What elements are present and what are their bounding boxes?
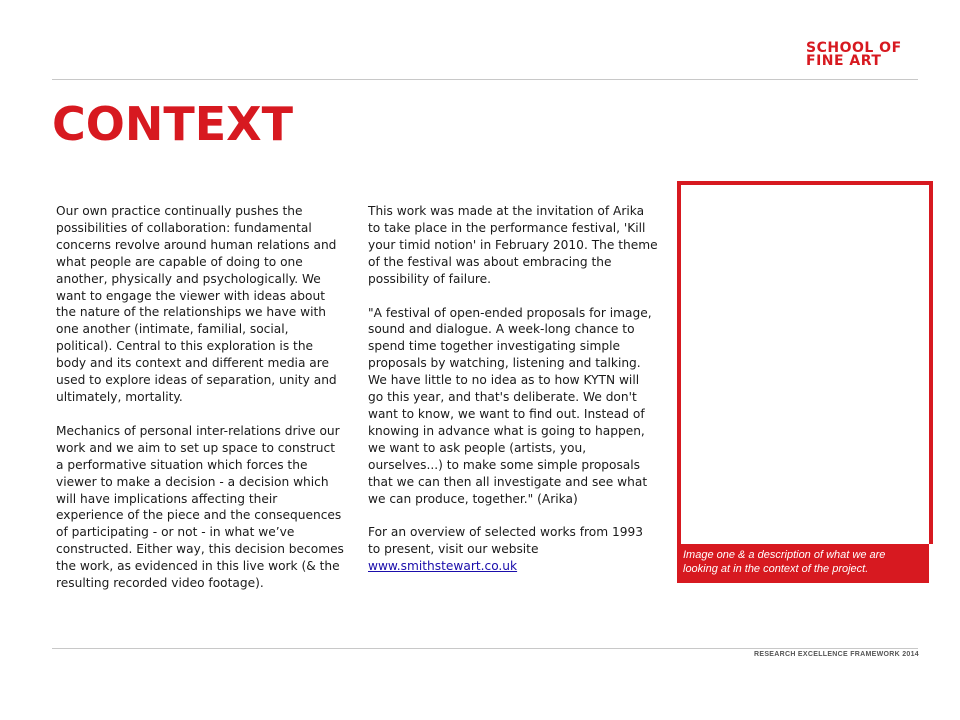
footer-label: RESEARCH EXCELLENCE FRAMEWORK 2014 xyxy=(754,651,919,658)
image-caption: Image one & a description of what we are looking at in the context of the project. xyxy=(677,544,929,583)
right-paragraph-3 xyxy=(368,524,658,575)
bottom-divider xyxy=(52,648,918,649)
right-paragraph-2: "A festival of open-ended proposals for image, sound and dialogue. A week-long chance to spend time together investigating simple proposals by watching, listening and talking. We have little to no idea as to how KYTN will go this year, and that's deliberate. We don't want to know, we want to find out. Instead of knowing in advance what is going to happen, we want to ask people (artists, you, ourselves...) to make some simple proposals that we can then all investigate and see what we can produce, together." (Arika) xyxy=(368,305,652,506)
website-intro-text: For an overview of selected works from 1993 to present, visit our website xyxy=(368,525,644,557)
right-text-column xyxy=(368,203,658,592)
left-text-column xyxy=(56,203,346,609)
school-of-fine-art-logo xyxy=(806,42,918,68)
logo-line-2: FINE ART xyxy=(806,53,882,69)
logo-line-1: SCHOOL OF xyxy=(806,40,902,56)
page-title: CONTEXT xyxy=(52,97,294,151)
top-divider xyxy=(52,79,918,80)
right-paragraph-1: This work was made at the invitation of Arika to take place in the performance festival, 'Kill your timid notion' in February 2010. The theme of the festival was about embracing the possibility of failure. xyxy=(368,204,658,286)
image-placeholder-frame xyxy=(677,181,933,544)
left-paragraph-1: Our own practice continually pushes the possibilities of collaboration: fundamental concerns revolve around human relations and what people are capable of doing to one another, physically and psychologically. We want to engage the viewer with ideas about the nature of the relationships we have with one another (intimate, familial, social, political). Central to this exploration is the body and its context and different media are used to explore ideas of separation, unity and ultimately, mortality. xyxy=(56,204,337,404)
website-link[interactable]: www.smithstewart.co.uk xyxy=(368,559,518,574)
left-paragraph-2: Mechanics of personal inter-relations drive our work and we aim to set up space to construct a performative situation which forces the viewer to make a decision - a decision which will have implications affecting their experience of the piece and the consequences of participating - or not - in what we’ve constructed. Either way, this decision becomes the work, as evidenced in this live work (& the resulting recorded video footage). xyxy=(56,423,344,591)
